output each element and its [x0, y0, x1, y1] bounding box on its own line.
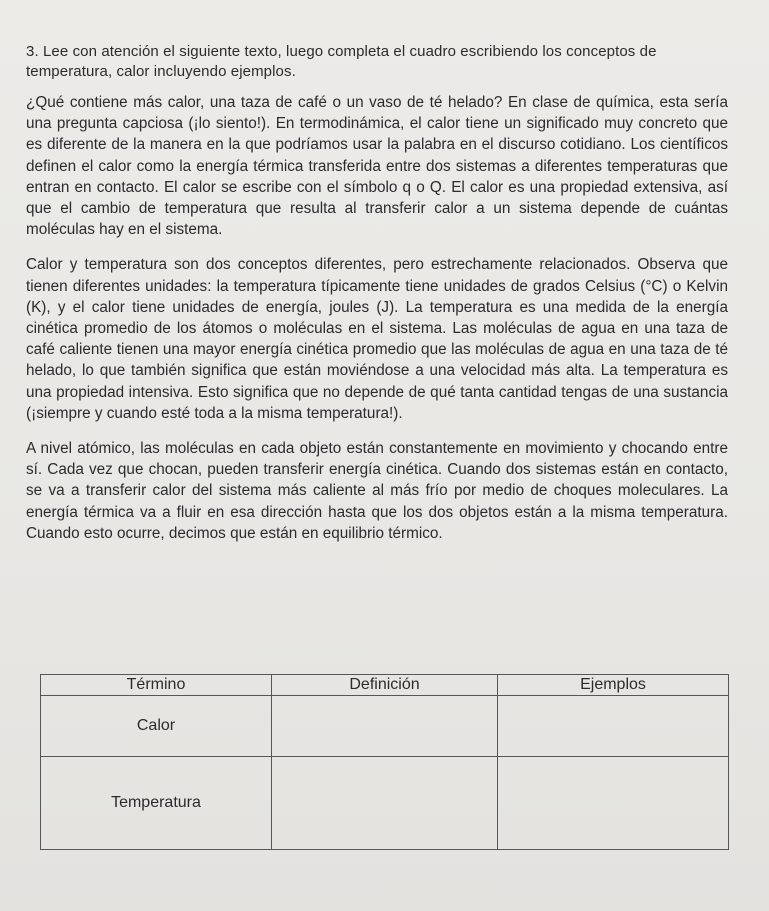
examples-cell-temperatura[interactable]: [498, 757, 729, 850]
header-definition: Definición: [272, 675, 498, 696]
exercise-instruction: 3. Lee con atención el siguiente texto, luego completa el cuadro escribiendo los conceptos de temperatura, calor incluyendo ejemplos.: [26, 43, 657, 80]
concepts-table: [40, 674, 729, 850]
term-cell-calor: Calor: [41, 696, 272, 757]
table-header-row: [41, 675, 729, 696]
paragraph-heat-definition: ¿Qué contiene más calor, una taza de café o un vaso de té helado? En clase de química, esta sería una pregunta capciosa (¡lo siento!). En termodinámica, el calor tiene un significado muy concreto que es diferente de la manera en la que podríamos usar la palabra en el discurso cotidiano. Los científicos definen el calor como la energía térmica transferida entre dos sistemas a diferentes temperaturas que entran en contacto. El calor se escribe con el símbolo q o Q. El calor es una propiedad extensiva, así que el cambio de temperatura que resulta al transferir calor a un sistema depende de cuántas moléculas hay en el sistema.: [26, 94, 728, 239]
header-term: Término: [41, 675, 272, 696]
examples-cell-calor[interactable]: [498, 696, 729, 757]
paragraph-heat-vs-temperature: Calor y temperatura son dos conceptos diferentes, pero estrechamente relacionados. Observa que tienen diferentes unidades: la temperatura típicamente tiene unidades de grados Celsius (°C) o Kelvin (K), y el calor tiene unidades de energía, joules (J). La temperatura es una medida de la energía cinética promedio de los átomos o moléculas en el sistema. Las moléculas de agua en una taza de café caliente tienen una mayor energía cinética promedio que las moléculas de agua en una taza de té helado, lo que también significa que están moviéndose a una velocidad más alta. La temperatura es una propiedad intensiva. Esto significa que no depende de qué tanta cantidad tengas de una sustancia (¡siempre y cuando esté toda a la misma temperatura!).: [26, 256, 728, 422]
table-row: [41, 757, 729, 850]
paragraph-thermal-equilibrium: A nivel atómico, las moléculas en cada objeto están constantemente en movimiento y chocando entre sí. Cada vez que chocan, pueden transferir energía cinética. Cuando dos sistemas están en contacto, se va a transferir calor del sistema más caliente al más frío por medio de choques moleculares. La energía térmica va a fluir en esa dirección hasta que los dos objetos están a la misma temperatura. Cuando esto ocurre, decimos que están en equilibrio térmico.: [26, 440, 728, 542]
definition-cell-calor[interactable]: [272, 696, 498, 757]
table-row: [41, 696, 729, 757]
header-examples: Ejemplos: [498, 675, 729, 696]
reading-text: [26, 92, 728, 558]
definition-cell-temperatura[interactable]: [272, 757, 498, 850]
term-cell-temperatura: Temperatura: [41, 757, 272, 850]
